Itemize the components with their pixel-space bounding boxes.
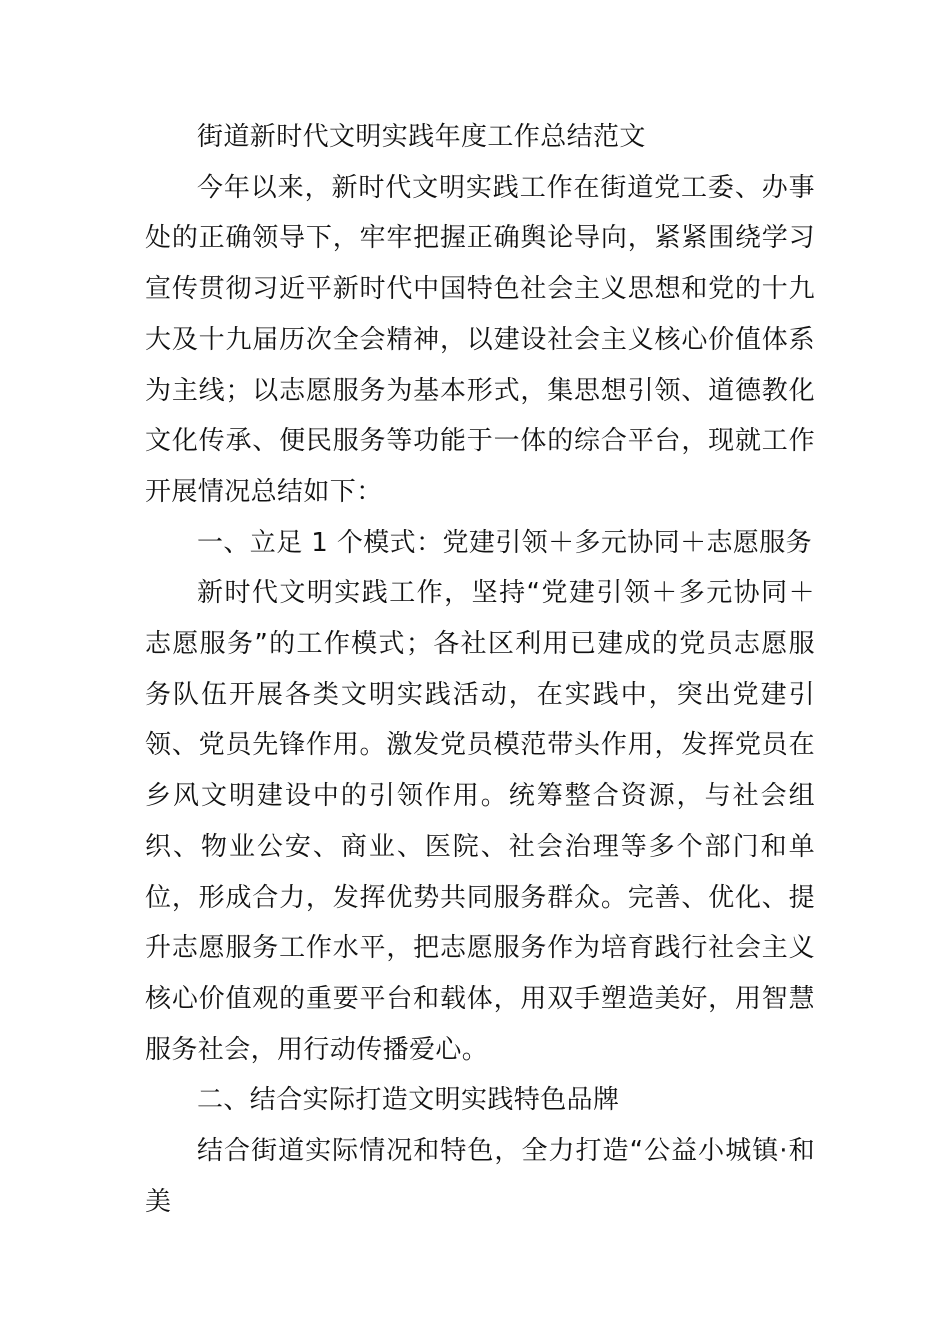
paragraph-section-2: 结合街道实际情况和特色，全力打造“公益小城镇·和美 (145, 1136, 815, 1217)
paragraph-intro: 今年以来，新时代文明实践工作在街道党工委、办事处的正确领导下，牢牢把握正确舆论导向，紧紧围绕学习宣传贯彻习近平新时代中国特色社会主义思想和党的十九大及十九届历次全会精神，以建设社会主义核心价值体系为主线；以志愿服务为基本形式，集思想引领、道德教化文化传承、便民服务等功能于一体的综合平台，现就工作开展情况总结如下： (145, 172, 815, 507)
section-heading-1: 一、立足 1 个模式：党建引领＋多元协同＋志愿服务 (197, 527, 813, 558)
document-title: 街道新时代文明实践年度工作总结范文 (197, 122, 646, 152)
section-heading-2: 二、结合实际打造文明实践特色品牌 (197, 1085, 620, 1116)
paragraph-section-1: 新时代文明实践工作，坚持“党建引领＋多元协同＋志愿服务”的工作模式；各社区利用已建成的党员志愿服务队伍开展各类文明实践活动，在实践中，突出党建引领、党员先锋作用。激发党员模范带头作用，发挥党员在乡风文明建设中的引领作用。统筹整合资源，与社会组织、物业公安、商业、医院、社会治理等多个部门和单位，形成合力，发挥优势共同服务群众。完善、优化、提升志愿服务工作水平，把志愿服务作为培育践行社会主义核心价值观的重要平台和载体，用双手塑造美好，用智慧服务社会，用行动传播爱心。 (145, 578, 815, 1065)
document-body (145, 112, 815, 1227)
